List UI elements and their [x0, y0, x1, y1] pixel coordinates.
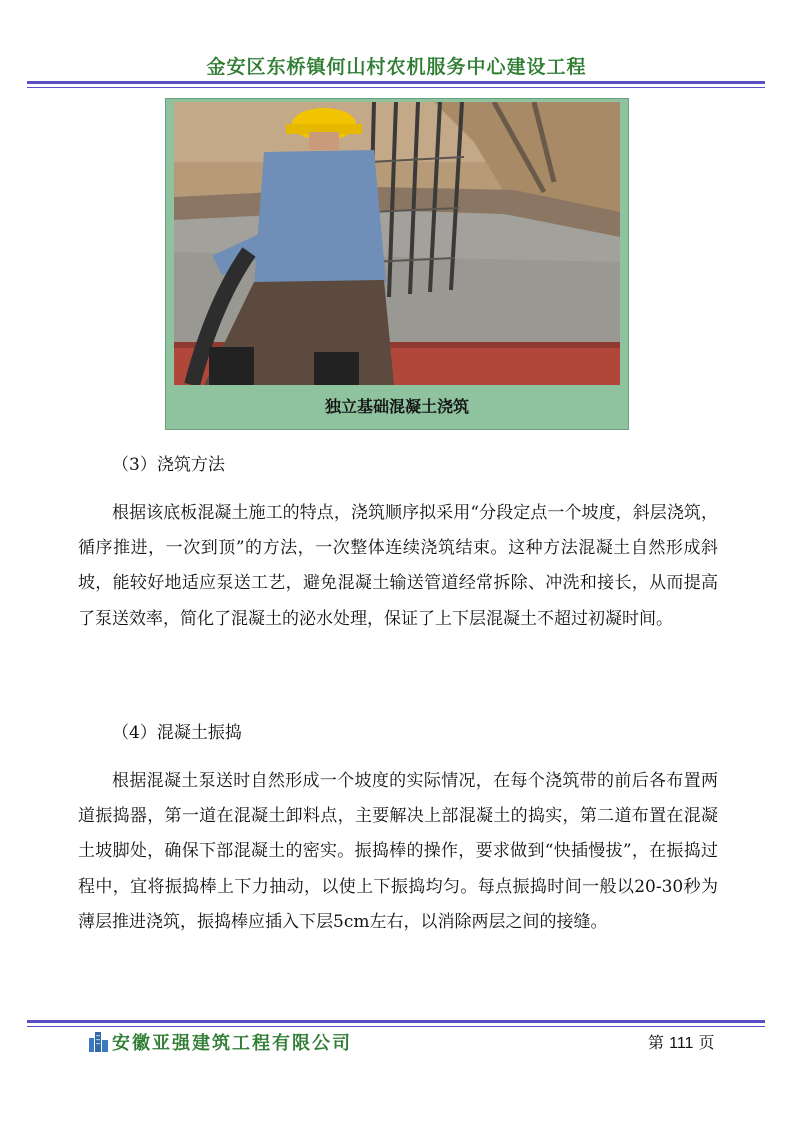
- page-number-value: 111: [669, 1035, 694, 1052]
- paragraph-vibration: 根据混凝土泵送时自然形成一个坡度的实际情况，在每个浇筑带的前后各布置两道振捣器，第一道在混凝土卸料点，主要解决上部混凝土的捣实，第二道布置在混凝土坡脚处，确保下部混凝土的密实。振捣棒的操作，要求做到“快插慢拔”，在振捣过程中，宜将振捣棒上下力抽动，以使上下振捣均匀。每点振捣时间一般以20-30秒为薄层推进浇筑，振捣棒应插入下层5cm左右，以消除两层之间的接缝。: [78, 771, 718, 932]
- section-heading-vibration: （4）混凝土振捣: [112, 723, 242, 743]
- building-logo-icon: [88, 1030, 110, 1052]
- footer-rule-thin: [27, 1026, 765, 1027]
- construction-photo: [174, 102, 620, 385]
- header-rule-thin: [27, 87, 765, 88]
- header-rule-thick: [27, 81, 765, 84]
- footer-rule-thick: [27, 1020, 765, 1023]
- section-heading-pouring-method: （3）浇筑方法: [112, 455, 225, 475]
- page-number-prefix: 第: [648, 1033, 665, 1052]
- paragraph-pouring-method: 根据该底板混凝土施工的特点，浇筑顺序拟采用“分段定点一个坡度，斜层浇筑，循序推进，一次到顶”的方法，一次整体连续浇筑结束。这种方法混凝土自然形成斜坡，能较好地适应泵送工艺，避免混凝土输送管道经常拆除、冲洗和接长，从而提高了泵送效率，简化了混凝土的泌水处理，保证了上下层混凝土不超过初凝时间。: [78, 503, 718, 629]
- figure-box: [165, 98, 629, 430]
- concrete-pouring-illustration: [174, 102, 620, 385]
- page-header-title: 金安区东桥镇何山村农机服务中心建设工程: [206, 56, 587, 78]
- page-number-suffix: 页: [698, 1033, 715, 1052]
- figure-caption: 独立基础混凝土浇筑: [324, 397, 469, 416]
- page-number: [648, 1030, 715, 1053]
- footer-company-name: 安徽亚强建筑工程有限公司: [112, 1033, 352, 1054]
